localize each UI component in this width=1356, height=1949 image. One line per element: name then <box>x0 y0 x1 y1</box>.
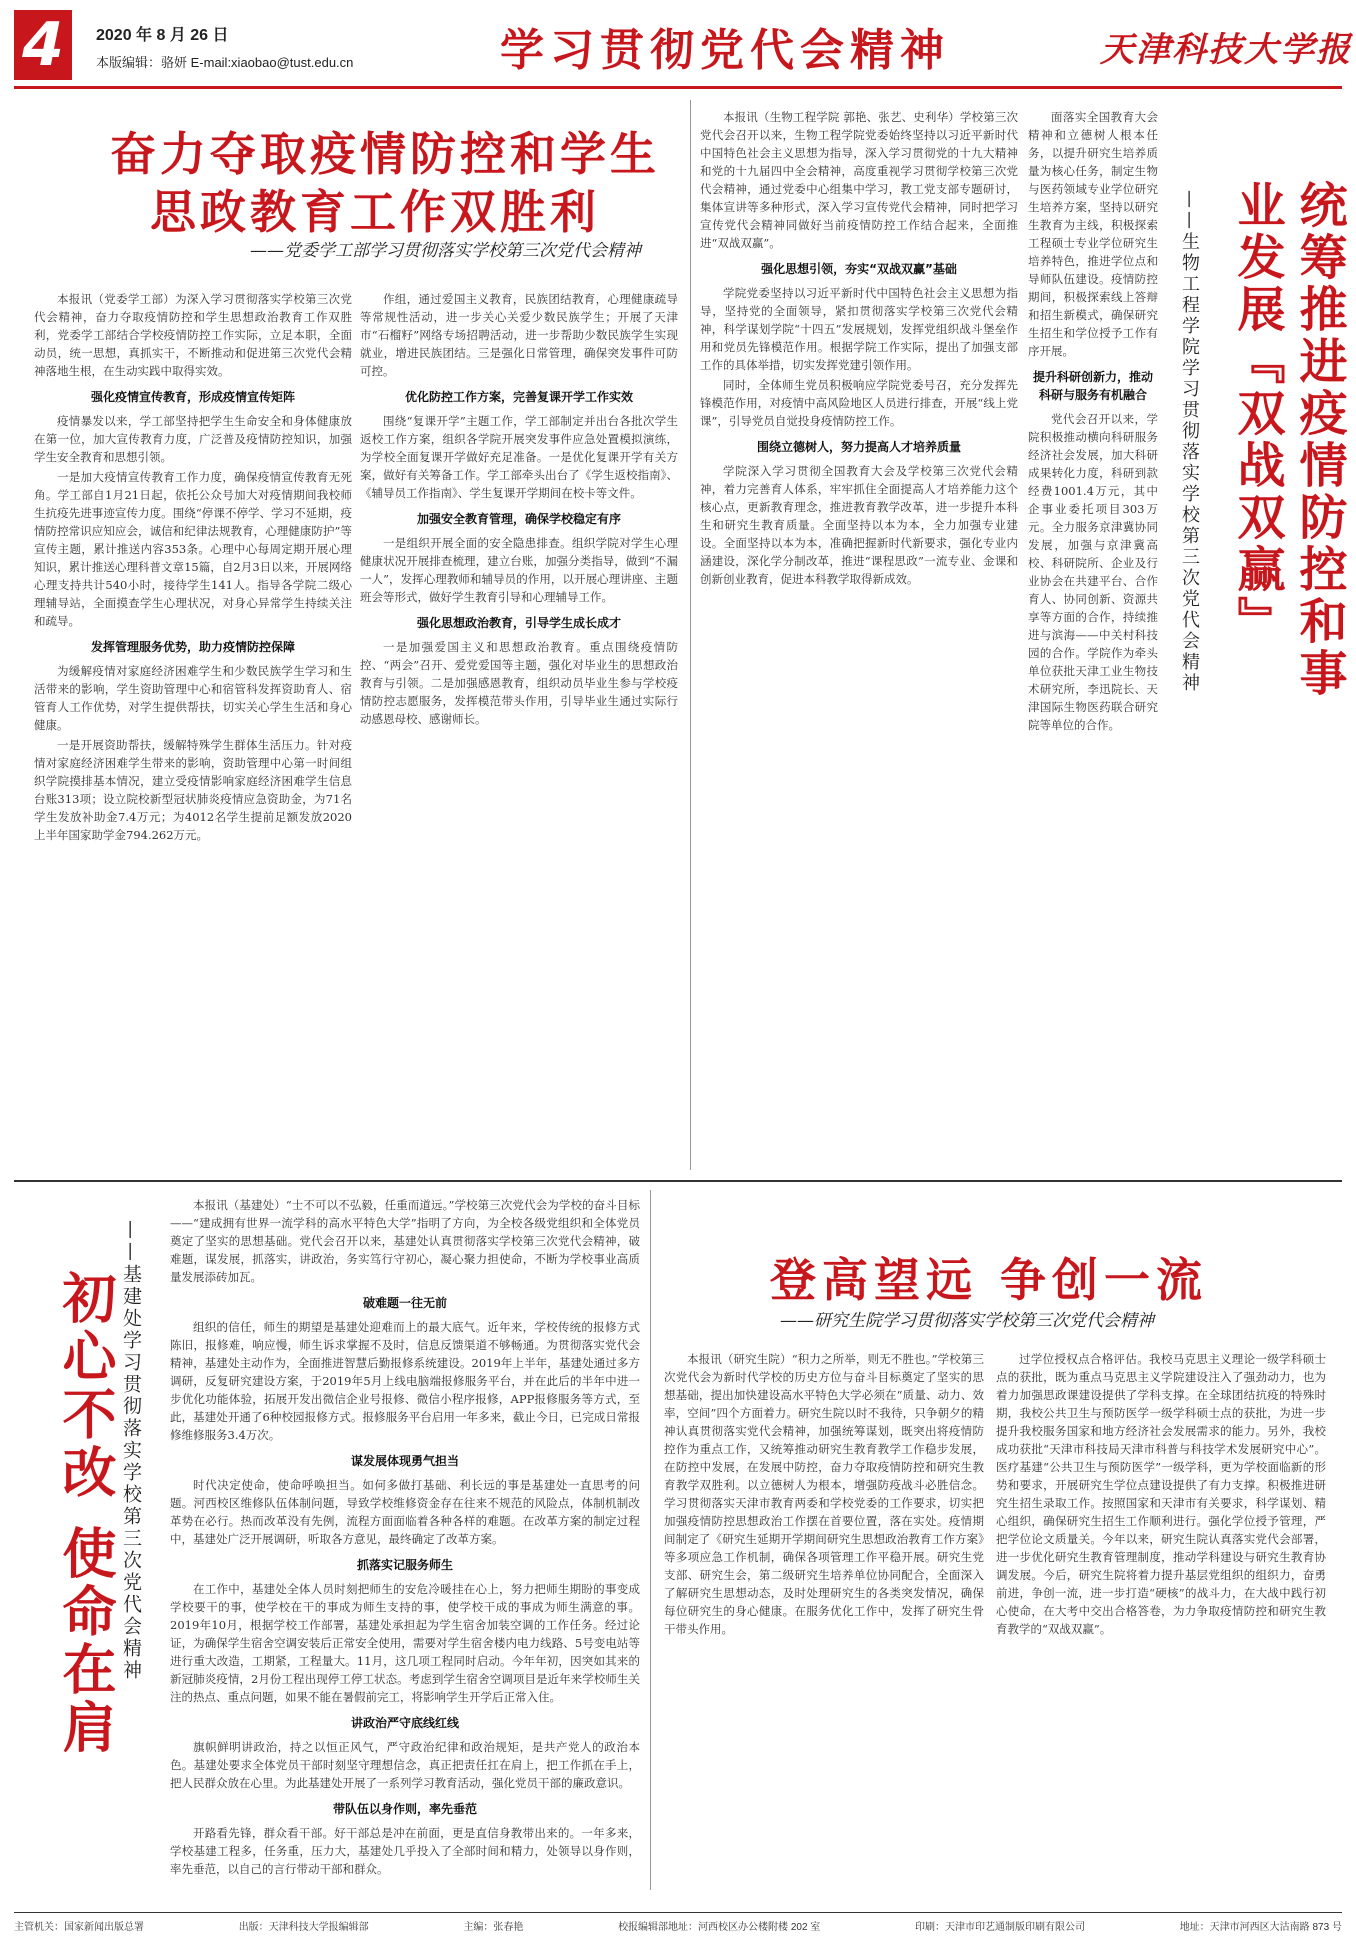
page-number: 4 <box>14 10 72 80</box>
article2-para: 学院党委坚持以习近平新时代中国特色社会主义思想为指导，坚持党的全面领导，紧扣贯彻落实学校第三次党代会精神，科学谋划学院“十四五”发展规划，发挥党组织战斗堡垒作用和党员先锋模范作用。根据学院工作实际，提出了加强支部工作的具体举措，切实发挥党建引领作用。 <box>700 286 1018 372</box>
article2-para: 党代会召开以来，学院积极推动横向科研服务经济社会发展，加大科研成果转化力度，科研到款经费1001.4万元，其中企事业委托项目303万元。全力服务京津冀协同发展，加强与京津冀高校、科研院所、企业及行业协会在共建平台、合作育人、协同创新、资源共享等方面的合作，持续推进与滨海——中关村科技园的合作。学院作为牵头单位获批天津工业生物技术研究所，李迅院长、天津国际生物医药联合研究院等单位的合作。 <box>1028 412 1158 732</box>
footer-bar <box>14 1918 1342 1933</box>
article1-lead: 本报讯（党委学工部）为深入学习贯彻落实学校第三次党代会精神，奋力夺取疫情防控和学生思想政治教育工作双胜利，党委学工部结合学校疫情防控工作实际，立足本职，全面动员，统一思想，真抓实干，不断推动和促进第三次党代会精神落地生根，在生动实践中取得实效。 <box>34 292 352 378</box>
article1-heading-5: 强化思想政治教育，引导学生成长成才 <box>416 616 621 630</box>
article3-heading-5: 带队伍以身作则，率先垂范 <box>332 1802 477 1816</box>
footer-rule <box>14 1912 1342 1913</box>
section-title: 学习贯彻党代会精神 <box>500 25 950 76</box>
article1-col2 <box>360 290 678 1178</box>
footer-sponsor: 主管机关：国家新闻出版总署 <box>14 1922 144 1933</box>
article3-para: 旗帜鲜明讲政治，持之以恒正风气，严守政治纪律和政治规矩，是共产党人的政治本色。基建处要求全体党员干部时刻坚守理想信念，真正把责任扛在肩上，把工作抓在手上，把人民群众放在心里。为此基建处开展了一系列学习教育活动，强化党员干部的廉政意识。 <box>170 1740 640 1790</box>
article1-heading-1: 强化疫情宣传教育，形成疫情宣传矩阵 <box>90 390 295 404</box>
article2-heading-2: 围绕立德树人，努力提高人才培养质量 <box>756 440 961 454</box>
article2-title: 统筹推进疫情防控和事业发展『双战双赢』 <box>1229 180 1347 700</box>
article1-subtitle: ——党委学工部学习贯彻落实学校第三次党代会精神 <box>250 241 641 261</box>
article4-subtitle: ——研究生院学习贯彻落实学校第三次党代会精神 <box>780 1311 1154 1331</box>
editor-credit: 本版编辑：骆妍 E-mail:xiaobao@tust.edu.cn <box>96 55 354 70</box>
article1-heading-3: 优化防控工作方案，完善复课开学工作实效 <box>404 390 633 404</box>
article2-heading-3: 提升科研创新力，推动科研与服务有机融合 <box>1032 370 1153 402</box>
newspaper-name: 天津科技大学报 <box>1100 30 1352 70</box>
article3-para: 时代决定使命，使命呼唤担当。如何多做打基础、利长远的事是基建处一直思考的问题。河西校区维修队伍体制问题，导致学校维修资金存在往来不规范的风险点，体制机制改革势在必行。热而改革没有先例，流程方面面临着各种各样的难题。在改革方案的制定过程中，基建处广泛开展调研，听取各方意见，最终确定了改革方案。 <box>170 1478 640 1546</box>
article4-col1 <box>664 1350 984 1890</box>
article1-heading-4: 加强安全教育管理，确保学校稳定有序 <box>416 512 621 526</box>
article3-heading-4: 讲政治严守底线红线 <box>350 1716 459 1730</box>
divider-vertical-2 <box>650 1190 651 1890</box>
article1-title-line2: 思政教育工作双胜利 <box>150 185 600 239</box>
footer-editor: 主编：张春艳 <box>463 1922 524 1933</box>
article1-para: 一是开展资助帮扶，缓解特殊学生群体生活压力。针对疫情对家庭经济困难学生带来的影响，资助管理中心第一时间组织学院摸排基本情况，建立受疫情影响家庭经济困难学生信息台账313项；设立院校新型冠状肺炎疫情应急资助金，为71名学生发放补助金7.4万元；为4012名学生提前足额发放2020上半年国家助学金794.262万元。 <box>34 738 352 842</box>
article2-heading-1: 强化思想引领，夯实“双战双赢”基础 <box>761 262 957 276</box>
footer-address2: 地址：天津市河西区大沽南路 873 号 <box>1179 1922 1342 1933</box>
article1-col1 <box>34 290 352 1178</box>
article2-lead: 本报讯（生物工程学院 郭艳、张艺、史利华）学校第三次党代会召开以来，生物工程学院党委始终坚持以习近平新时代中国特色社会主义思想为指导，深入学习贯彻党的十九大精神和党的十九届四中全会精神，高度重视学习贯彻学校第三次党代会精神，通过党委中心组集中学习，教工党支部专题研讨，集体宣讲等多种形式，深入学习宣传党代会精神，同时把学习宣传党代会精神同做好当前疫情防控工作结合起来，全面推进“双战双赢”。 <box>700 110 1018 250</box>
article2-para: 学院深入学习贯彻全国教育大会及学校第三次党代会精神，着力完善育人体系，牢牢抓住全面提高人才培养能力这个核心点，更新教育理念，推进教育教学改革，进一步提升本科生和研究生教育质量。全面坚持以本为本，全力加强专业建设。全面坚持以本为本，准确把握新时代新要求，强化专业内涵建设，深化学分制改革，推进“课程思政”一流专业、金课和创新创业教育，促进本科教学取得新成效。 <box>700 464 1018 586</box>
article1-heading-2: 发挥管理服务优势，助力疫情防控保障 <box>90 640 295 654</box>
article1-para: 作组，通过爱国主义教育，民族团结教育，心理健康疏导等常规性活动，进一步关心关爱少数民族学生；开展了天津市“石榴籽”网络专场招聘活动，进一步帮助少数民族学生实现就业，增进民族团结。三是强化日常管理，确保突发事件可防可控。 <box>360 292 678 378</box>
article2-col1 <box>700 108 1018 1170</box>
article3-para: 组织的信任，师生的期望是基建处迎难而上的最大底气。近年来，学校传统的报修方式陈旧，报修难，响应慢，师生诉求掌握不及时，信息反馈渠道不够畅通。为贯彻落实党代会精神，基建处主动作为，全面推进智慧后勤报修系统建设。2019年上半年，基建处通过多方调研，反复研究建设方案，于2019年5月上线电脑端报修服务平台，并在此后的半年中进一步优化功能体验，拓展开发出微信企业号报修、微信小程序报修，APP报修服务等方式，至此，基建处开通了6种校园报修方式。报修服务平台启用一年多来，截止今日，已完成日常报修维修服务3.4万次。 <box>170 1320 640 1442</box>
divider-horizontal <box>14 1180 1342 1182</box>
article1-para: 一是加大疫情宣传教育工作力度，确保疫情宣传教育无死角。学工部自1月21日起，依托公众号加大对疫情期间我校师生抗疫先进事迹宣传力度。围绕“停课不停学、学习不延期，疫情防控常识应知应会，诚信和纪律法规教育，心理健康防护”等宣传主题，累计推送内容353条。心理中心每周定期开展心理知识，累计推送心理科普文章15篇，自2月3日以来，开展网络心理支持共计540小时，接待学生141人。指导各学院二级心理辅导站，全面摸查学生心理状况，对身心异常学生持续关注和疏导。 <box>34 470 352 628</box>
article1-para: 围绕“复课开学”主题工作，学工部制定并出台各批次学生返校工作方案，组织各学院开展突发事件应急处置模拟演练，为学校全面复课开学做好充足准备。一是优化复课开学有关方案，做好有关筹备工作。学工部牵头出台了《学生返校指南》、《辅导员工作指南》、学生复课开学期间在校卡等文件。 <box>360 414 678 500</box>
article2-para: 面落实全国教育大会精神和立德树人根本任务，以提升研究生培养质量为核心任务，制定生物与医药领域专业学位研究生培养方案，坚持以研究生教育为主线，积极探索工程硕士专业学位研究生培养特色，推进学位点和导师队伍建设。疫情防控期间，积极探索线上答辩和招生新模式，确保研究生招生和学位授予工作有序开展。 <box>1028 110 1158 358</box>
article3-body <box>170 1196 640 1890</box>
article3-title: 初心不改 使命在肩 <box>54 1270 118 1757</box>
footer-address1: 校报编辑部地址：河西校区办公楼附楼 202 室 <box>618 1922 821 1933</box>
article1-para: 疫情暴发以来，学工部坚持把学生生命安全和身体健康放在第一位，加大宣传教育力度，广泛普及疫情防控知识，加强学生安全教育和思想引领。 <box>34 414 352 464</box>
article4-para: 本报讯（研究生院）“积力之所举，则无不胜也。”学校第三次党代会为新时代学校的历史方位与奋斗目标奠定了坚实的思想基础，提出加快建设高水平特色大学必须在“质量、动力、效率，空间”四个方面着力。研究生院以时不我待，只争朝夕的精神认真贯彻落实党代会精神，加强统筹谋划，既突出将疫情防控作为重点工作，又统筹推动研究生教育教学工作稳步发展，在防控中发展，在发展中防控，奋力夺取疫情防控和研究生教育教学双胜利。以立德树人为根本，增强防疫战斗必胜信念。学习贯彻落实天津市教育两委和学校党委的工作要求，切实把加强疫情防控思想政治工作摆在首要位置，落在实处。疫情期间制定了《研究生延期开学期间研究生思想政治教育工作方案》等多项应急工作机制，确保各项管理工作平稳开展。研究生党支部、研究生会，第二级研究生培养单位协同配合，全面深入了解研究生思想动态，及时处理研究生的各类突发情况，确保每位研究生的身心健康。在服务优化工作中，发挥了研究生骨干带头作用。 <box>664 1352 984 1636</box>
article4-col2 <box>996 1350 1326 1890</box>
issue-date: 2020 年 8 月 26 日 <box>96 27 229 44</box>
article3-heading-2: 谋发展体现勇气担当 <box>350 1454 459 1468</box>
article3-lead: 本报讯（基建处）“士不可以不弘毅，任重而道远。”学校第三次党代会为学校的奋斗目标——“建成拥有世界一流学科的高水平特色大学”指明了方向，为全校各级党组织和全体党员奠定了坚实的思想基础。党代会召开以来，基建处认真贯彻落实学校第三次党代会精神，破难题，谋发展，抓落实，讲政治，务实笃行守初心，凝心聚力担使命，不断为学校事业高质量发展添砖加瓦。 <box>170 1198 640 1284</box>
article1-title-line1: 奋力夺取疫情防控和学生 <box>110 127 660 181</box>
article3-heading-1: 破难题一往无前 <box>362 1296 447 1310</box>
article3-para: 在工作中，基建处全体人员时刻把师生的安危冷暖挂在心上，努力把师生期盼的事变成学校要干的事，使学校在干的事成为师生支持的事，使学校干成的事成为师生满意的事。2019年10月，根据学校工作部署，基建处承担起为学生宿舍加装空调的工作任务。经过论证，为确保学生宿舍空调安装后正常安全使用，需要对学生宿舍楼内电力线路、5号变电站等进行重大改造，工期紧，工程量大。11月，这几项工程同时启动。今年年初，因突如其来的新冠肺炎疫情，2月份工程出现停工停工状态。考虑到学生宿舍空调项目是近年来学校师生关注的热点、重点问题，如果不能在暑假前完工，将影响学生开学后正常入住。 <box>170 1582 640 1704</box>
article3-heading-3: 抓落实记服务师生 <box>356 1558 453 1572</box>
masthead-rule <box>14 86 1342 89</box>
divider-vertical <box>690 100 691 1170</box>
article1-para: 一是组织开展全面的安全隐患排查。组织学院对学生心理健康状况开展排查梳理，建立台账，加强分类指导，做到“不漏一人”，发挥心理教师和辅导员的作用，以开展心理讲座、主题班会等形式，做好学生教育引导和心理辅导工作。 <box>360 536 678 604</box>
article4-para: 过学位授权点合格评估。我校马克思主义理论一级学科硕士点的获批，既为重点马克思主义学院建设注入了强劲动力，也为着力加强思政课建设提供了学科支撑。在全球团结抗疫的特殊时期，我校公共卫生与预防医学一级学科硕士点的获批，为进一步提升我校服务国家和地方经济社会发展需求的能力。另外，我校成功获批“天津市科技局天津市科普与科技学术发展研究中心”。医疗基建“公共卫生与预防医学”一级学科，更为学校面临新的形势和要求，开展研究生学位点建设提供了有力支撑。积极推进研究生招生录取工作。按照国家和天津市有关要求，科学谋划、精心组织，确保研究生招生工作顺利进行。强化学位授予管理，严把学位论文质量关。今年以来，研究生院认真落实党代会部署，进一步优化研究生教育管理制度，推动学科建设与研究生教育协调发展。今后，研究生院将着力提升基层党组织的组织力，奋勇前进，争创一流，进一步打造“硬核”的战斗力，在大战中践行初心使命，在大考中交出合格答卷，为力争取疫情防控和研究生教育教学的“双战双赢”。 <box>996 1352 1326 1636</box>
article1-para: 为缓解疫情对家庭经济困难学生和少数民族学生学习和生活带来的影响，学生资助管理中心和宿管科发挥资助育人、宿管育人工作优势，对学生提供帮扶，切实关心学生生活和身心健康。 <box>34 664 352 732</box>
article1-para: 一是加强爱国主义和思想政治教育。重点围绕疫情防控、“两会”召开、爱党爱国等主题，强化对毕业生的思想政治教育与引领。二是加强感恩教育，组织动员毕业生参与学校疫情防控志愿服务，发挥模范带头作用，引导毕业生通过实际行动感恩母校、感谢师长。 <box>360 640 678 726</box>
article2-col2 <box>1028 108 1158 1170</box>
article2-para: 同时，全体师生党员积极响应学院党委号召，充分发挥先锋模范作用，对疫情中高风险地区人员进行排查，开展“线上党课”，引导党员自觉投身疫情防控工作。 <box>700 378 1018 428</box>
footer-publisher: 出版：天津科技大学报编辑部 <box>238 1922 369 1933</box>
article3-subtitle: ——基建处学习贯彻落实学校第三次党代会精神 <box>120 1220 142 1682</box>
article2-subtitle: ——生物工程学院学习贯彻落实学校第三次党代会精神 <box>1179 190 1200 694</box>
footer-printer: 印刷：天津市印艺通制版印刷有限公司 <box>915 1922 1085 1933</box>
article3-para: 开路看先锋，群众看干部。好干部总是冲在前面，更是直信身教带出来的。一年多来，学校基建工程多，任务重，压力大，基建处几乎投入了全部时间和精力，处领导以身作则，率先垂范，以自己的言行带动干部和群众。 <box>170 1826 640 1876</box>
article4-title: 登高望远 争创一流 <box>770 1253 1209 1307</box>
